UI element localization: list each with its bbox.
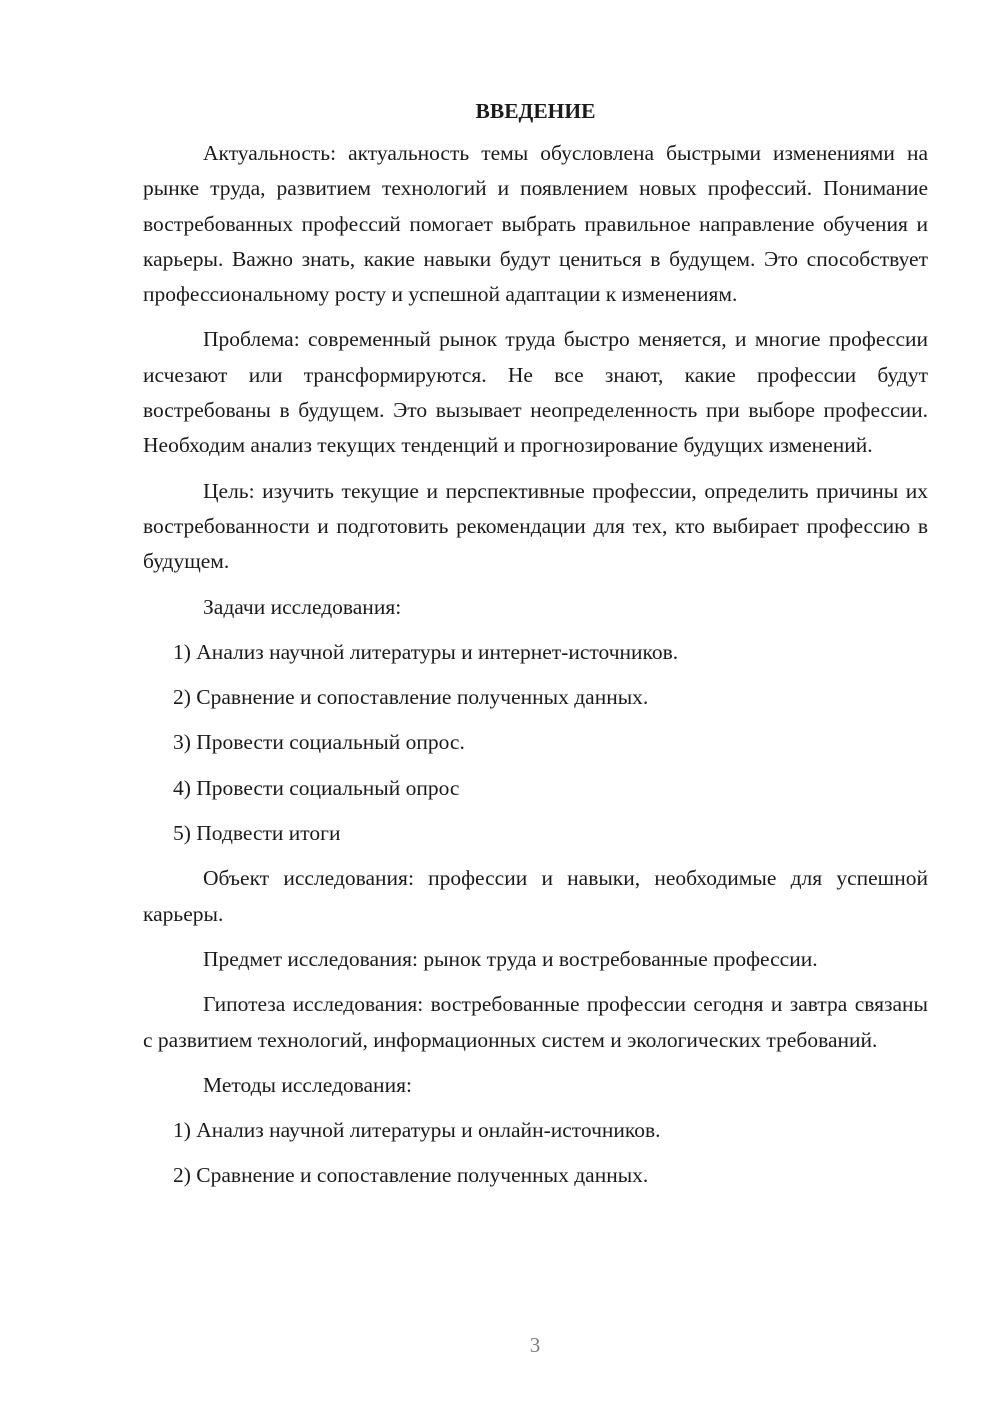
tasks-heading: Задачи исследования: — [203, 594, 402, 619]
list-item: 3) Провести социальный опрос. — [173, 730, 465, 755]
goal-paragraph: Цель: изучить текущие и перспективные профессии, определить причины их востребованности и подготовить рекомендации для тех, кто выбирает профессию в будущем. — [143, 478, 928, 574]
tasks-list — [143, 635, 928, 851]
problem-paragraph: Проблема: современный рынок труда быстро меняется, и многие профессии исчезают или трансформируются. Не все знают, какие профессии будут востребованы в будущем. Это вызывает неопределенность при выборе профессии. Необходим анализ текущих тенденций и прогнозирование будущих изменений. — [143, 327, 928, 458]
section-title: ВВЕДЕНИЕ — [475, 99, 596, 123]
methods-heading: Методы исследования: — [203, 1072, 412, 1097]
list-item: 4) Провести социальный опрос — [173, 775, 460, 800]
list-item: 1) Анализ научной литературы и онлайн-источников. — [173, 1118, 661, 1143]
methods-list — [143, 1113, 928, 1194]
list-item: 2) Сравнение и сопоставление полученных данных. — [173, 1163, 649, 1188]
list-item: 2) Сравнение и сопоставление полученных данных. — [173, 685, 649, 710]
document-page — [143, 96, 928, 1204]
list-item: 1) Анализ научной литературы и интернет-источников. — [173, 639, 679, 664]
relevance-paragraph: Актуальность: актуальность темы обусловлена быстрыми изменениями на рынке труда, развитием технологий и появлением новых профессий. Понимание востребованных профессий помогает выбрать правильное направление обучения и карьеры. Важно знать, какие навыки будут цениться в будущем. Это способствует профессиональному росту и успешной адаптации к изменениям. — [143, 141, 928, 307]
hypothesis-paragraph: Гипотеза исследования: востребованные профессии сегодня и завтра связаны с развитием технологий, информационных систем и экологических требований. — [143, 992, 928, 1052]
object-paragraph: Объект исследования: профессии и навыки, необходимые для успешной карьеры. — [143, 866, 928, 926]
subject-paragraph: Предмет исследования: рынок труда и востребованные профессии. — [203, 946, 818, 971]
list-item: 5) Подвести итоги — [173, 821, 341, 846]
page-number: 3 — [529, 1333, 541, 1357]
